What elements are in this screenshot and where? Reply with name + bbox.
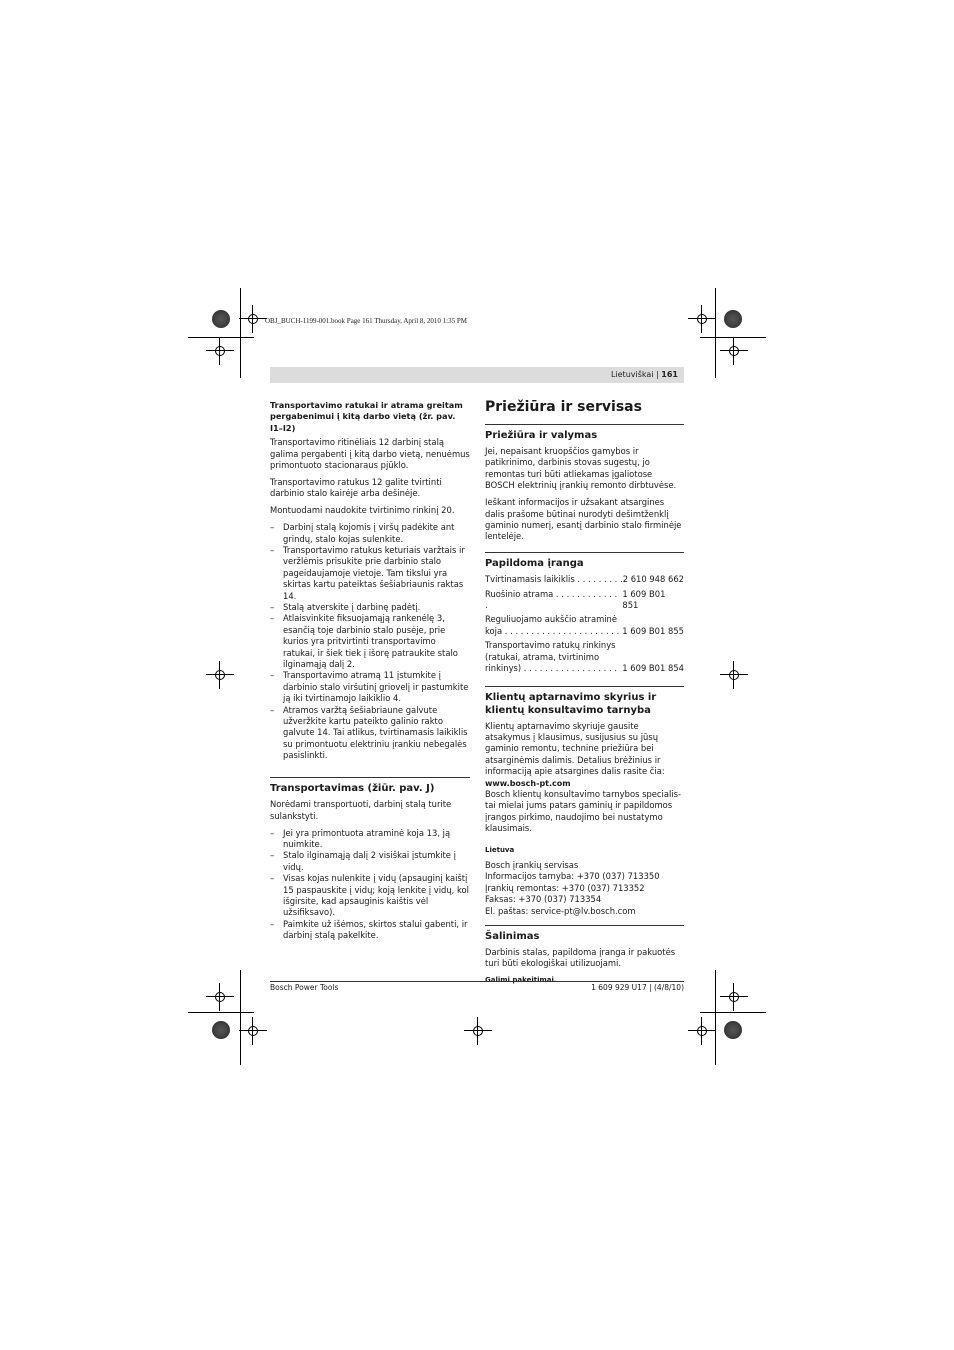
- file-info-line: OBJ_BUCH-1199-001.book Page 161 Thursday, April 8, 2010 1:35 PM: [265, 317, 467, 325]
- accessory-number: 1 609 B01 855: [622, 625, 684, 636]
- registration-mark-icon: [726, 989, 742, 1005]
- note-text: Galimi pakeitimai.: [485, 976, 557, 985]
- paragraph: Jei, nepaisant kruopščios gamybos ir patikrinimo, darbinis stovas sugestų, jo remontas turi būti atliekamas įgaliotose BOSCH elektrinių įrankių remonto dirbtuvėse.: [485, 446, 677, 491]
- instruction-list: [270, 828, 470, 942]
- registration-mark-icon: [212, 989, 228, 1005]
- section-title-customer-service: Klientų aptarnavimo skyrius ir klientų konsultavimo tarnyba: [485, 686, 684, 717]
- contact-line: Įrankių remontas: +370 (037) 713352: [485, 882, 645, 893]
- crop-mark: [188, 1012, 254, 1013]
- list-item: – Atlaisvinkite fiksuojamąją rankenėlę 3, esančią toje darbinio stalo pusėje, prie kurios yra pritvirtinti transportavimo ratukai, ir šiek tiek į išorę patraukite stalo ilginamąją dalį 2.: [270, 613, 470, 670]
- website-link[interactable]: www.bosch-pt.com: [485, 778, 571, 788]
- color-dial-icon: [724, 1021, 742, 1039]
- section-title-accessories: Papildoma įranga: [485, 552, 684, 570]
- accessory-row: [485, 589, 684, 612]
- accessory-row: [485, 663, 684, 674]
- section-title-transport: Transportavimas (žiūr. pav. J): [270, 777, 470, 795]
- page-number: 161: [661, 370, 678, 379]
- section-title-maintenance: Priežiūra ir valymas: [485, 424, 684, 442]
- page-header-label: Lietuviškai | 161: [610, 370, 678, 379]
- accessory-name: Ruošinio atrama . . . . . . . . . . . . .: [485, 588, 618, 611]
- paragraph: Montuodami naudokite tvirtinimo rinkinį 20.: [270, 505, 455, 516]
- instruction-list: [270, 522, 470, 762]
- page-header-bar: [270, 367, 684, 383]
- registration-mark-icon: [245, 1023, 261, 1039]
- registration-mark-icon: [212, 667, 228, 683]
- section-title-line: Transportavimo ratukai ir atrama greitam: [270, 400, 463, 410]
- chapter-title: Priežiūra ir servisas: [485, 399, 642, 415]
- paragraph: Klientų aptarnavimo skyriuje gausite atsakymus į klausimus, susijusius su jūsų gaminio remontu, technine priežiūra bei atsarginėmis dalimis. Detalius brėžinius ir informaciją apie atsargines dalis rasite čia:: [485, 720, 665, 777]
- paragraph: Bosch klientų konsultavimo tarnybos specialistai mielai jums patars gaminių ir papildomos įrangos pirkimo, naudojimo bei nustatymo klausimais.: [485, 788, 682, 834]
- paragraph: Transportavimo ritinėliais 12 darbinį stalą galima pergabenti į kitą darbo vietą, nenuėmus primontuoto stacionaraus pjūklo.: [270, 437, 470, 471]
- registration-mark-icon: [470, 1023, 486, 1039]
- crop-mark: [188, 337, 254, 338]
- accessory-name: rinkinys) . . . . . . . . . . . . . . . . . .: [485, 663, 617, 674]
- list-item: – Stalo ilginamąją dalį 2 visiškai įstumkite į vidų.: [270, 850, 470, 873]
- registration-mark-icon: [694, 1023, 710, 1039]
- paragraph: Norėdami transportuoti, darbinį stalą turite sulankstyti.: [270, 799, 452, 821]
- accessory-name: Tvirtinamasis laikiklis . . . . . . . . .: [485, 574, 623, 585]
- color-dial-icon: [212, 1021, 230, 1039]
- accessory-number: 1 609 B01 854: [622, 663, 684, 674]
- accessory-name: (ratukai, atrama, tvirtinimo: [485, 651, 600, 662]
- accessory-number: 1 609 B01 851: [622, 588, 666, 611]
- contact-line: Informacijos tarnyba: +370 (037) 713350: [485, 871, 660, 882]
- registration-mark-icon: [694, 311, 710, 327]
- accessory-row: [485, 626, 684, 637]
- crop-mark: [700, 1012, 766, 1013]
- section-title-disposal: Šalinimas: [485, 925, 684, 943]
- list-item: – Jei yra primontuota atraminė koja 13, ją nuimkite.: [270, 828, 470, 851]
- crop-mark: [715, 288, 716, 378]
- registration-mark-icon: [726, 667, 742, 683]
- registration-mark-icon: [245, 311, 261, 327]
- country-label: Lietuva: [485, 845, 515, 854]
- list-item: – Stalą atverskite į darbinę padėtį.: [270, 602, 470, 613]
- crop-mark: [715, 970, 716, 1065]
- list-item: – Darbinį stalą kojomis į viršų padėkite ant grindų, stalo kojas sulenkite.: [270, 522, 470, 545]
- right-column: [485, 398, 684, 987]
- registration-mark-icon: [212, 343, 228, 359]
- list-item: – Visas kojas nulenkite į vidų (apsauginį kaištį 15 paspauskite į vidų; koją lenkite į vidų, kol išgirsite, kad apsauginis kaištis vėl užsifiksavo).: [270, 873, 470, 919]
- footer-brand: Bosch Power Tools: [270, 983, 339, 992]
- accessory-name: Transportavimo ratukų rinkinys: [485, 640, 616, 651]
- registration-mark-icon: [726, 343, 742, 359]
- crop-mark: [240, 970, 241, 1065]
- paragraph: Ieškant informacijos ir užsakant atsargines dalis prašome būtinai nurodyti dešimtženklį gaminio numerį, esantį darbinio stalo firminėje lentelėje.: [485, 497, 682, 542]
- color-dial-icon: [212, 310, 230, 328]
- accessory-number: 2 610 948 662: [622, 574, 684, 585]
- paragraph: Darbinis stalas, papildoma įranga ir pakuotės turi būti ekologiškai utilizuojami.: [485, 947, 676, 969]
- contact-line: El. paštas: service-pt@lv.bosch.com: [485, 905, 636, 916]
- crop-mark: [240, 288, 241, 378]
- list-item: – Atramos varžtą šešiabriaune galvute užveržkite kartu pateikto galinio rakto galvute 14. Tai atlikus, tvirtinamasis laikiklis su primontuotu elektriniu įrankiu nebegalės pasislinkti.: [270, 705, 470, 762]
- accessory-name: koja . . . . . . . . . . . . . . . . . . . . . .: [485, 625, 620, 636]
- paragraph: Transportavimo ratukus 12 galite tvirtinti darbinio stalo kairėje arba dešinėje.: [270, 476, 442, 499]
- list-item: – Paimkite už išėmos, skirtos stalui gabenti, ir darbinį stalą pakelkite.: [270, 919, 470, 942]
- accessory-row: [485, 574, 684, 585]
- accessory-name: Reguliuojamo aukščio atraminė: [485, 614, 618, 625]
- footer-divider: [270, 981, 684, 982]
- color-dial-icon: [724, 310, 742, 328]
- left-column: [270, 400, 470, 947]
- list-item: – Transportavimo ratukus keturiais varžtais ir veržlėmis prisukite prie darbinio stalo pageidaujamoje vietoje. Tam tikslui yra skirtas kartu pateiktas šešiabriaunis raktas 14.: [270, 545, 470, 602]
- contact-line: Faksas: +370 (037) 713354: [485, 894, 602, 905]
- language-label: Lietuviškai: [610, 370, 654, 379]
- section-title-transport-wheels: [270, 400, 470, 434]
- contact-line: Bosch įrankių servisas: [485, 859, 579, 870]
- section-title-line: pergabenimui į kitą darbo vietą (žr. pav. I1–I2): [270, 411, 456, 433]
- footer-doc-number: 1 609 929 U17 | (4/8/10): [591, 983, 684, 992]
- list-item: – Transportavimo atramą 11 įstumkite į darbinio stalo viršutinį griovelį ir pastumkite ją iki tvirtinamojo laikiklio 4.: [270, 670, 470, 704]
